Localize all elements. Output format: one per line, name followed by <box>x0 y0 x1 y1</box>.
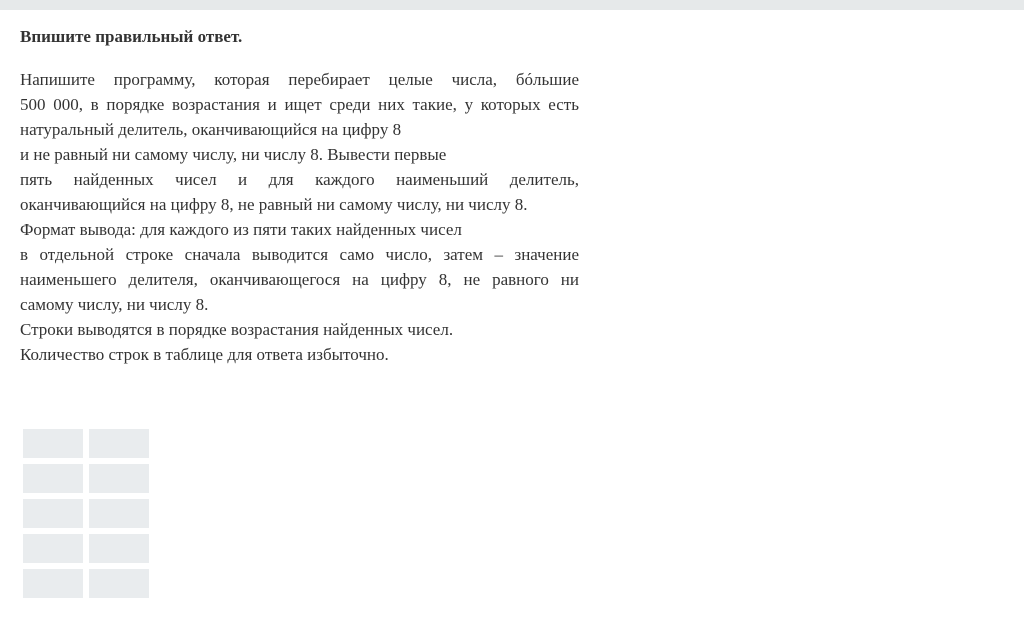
answer-cell-number[interactable] <box>23 569 83 598</box>
answer-cell-divisor[interactable] <box>89 569 149 598</box>
task-text-line: и не равный ни самому числу, ни числу 8. Вывести первые <box>20 145 447 164</box>
answer-cell-number[interactable] <box>23 429 83 458</box>
task-text-line: в отдельной строке сначала выводится само число, затем – значение <box>20 245 579 264</box>
task-text-line: Количество строк в таблице для ответа избыточно. <box>20 345 389 364</box>
answer-cell-number[interactable] <box>23 464 83 493</box>
task-text-line: Формат вывода: для каждого из пяти таких найденных чисел <box>20 220 462 239</box>
task-text-line: Строки выводятся в порядке возрастания найденных чисел. <box>20 320 454 339</box>
top-bar <box>0 0 1024 10</box>
answer-cell-number[interactable] <box>23 534 83 563</box>
answer-row <box>23 429 155 458</box>
task-text-line: оканчивающийся на цифру 8, не равный ни самому числу, ни числу 8. <box>20 195 528 214</box>
answer-cell-divisor[interactable] <box>89 429 149 458</box>
answer-cell-divisor[interactable] <box>89 499 149 528</box>
task-text-line: наименьшего делителя, оканчивающегося на цифру 8, не равного ни <box>20 270 579 289</box>
task-text-line: пять найденных чисел и для каждого наименьший делитель, <box>20 170 579 189</box>
task-heading: Впишите правильный ответ. <box>20 27 243 46</box>
task-text-line: Напишите программу, которая перебирает целые числа, бóльшие <box>20 70 579 89</box>
answer-row <box>23 464 155 493</box>
answer-cell-divisor[interactable] <box>89 464 149 493</box>
answer-cell-divisor[interactable] <box>89 534 149 563</box>
task-text-line: 500 000, в порядке возрастания и ищет среди них такие, у которых есть <box>20 95 579 114</box>
answer-row <box>23 534 155 563</box>
task-text <box>20 67 579 367</box>
task-text-line: самому числу, ни числу 8. <box>20 295 209 314</box>
task-text-line: натуральный делитель, оканчивающийся на цифру 8 <box>20 120 402 139</box>
answer-row <box>23 499 155 528</box>
answer-row <box>23 569 155 598</box>
task-content <box>20 27 579 367</box>
answer-cell-number[interactable] <box>23 499 83 528</box>
answer-table <box>23 429 155 604</box>
